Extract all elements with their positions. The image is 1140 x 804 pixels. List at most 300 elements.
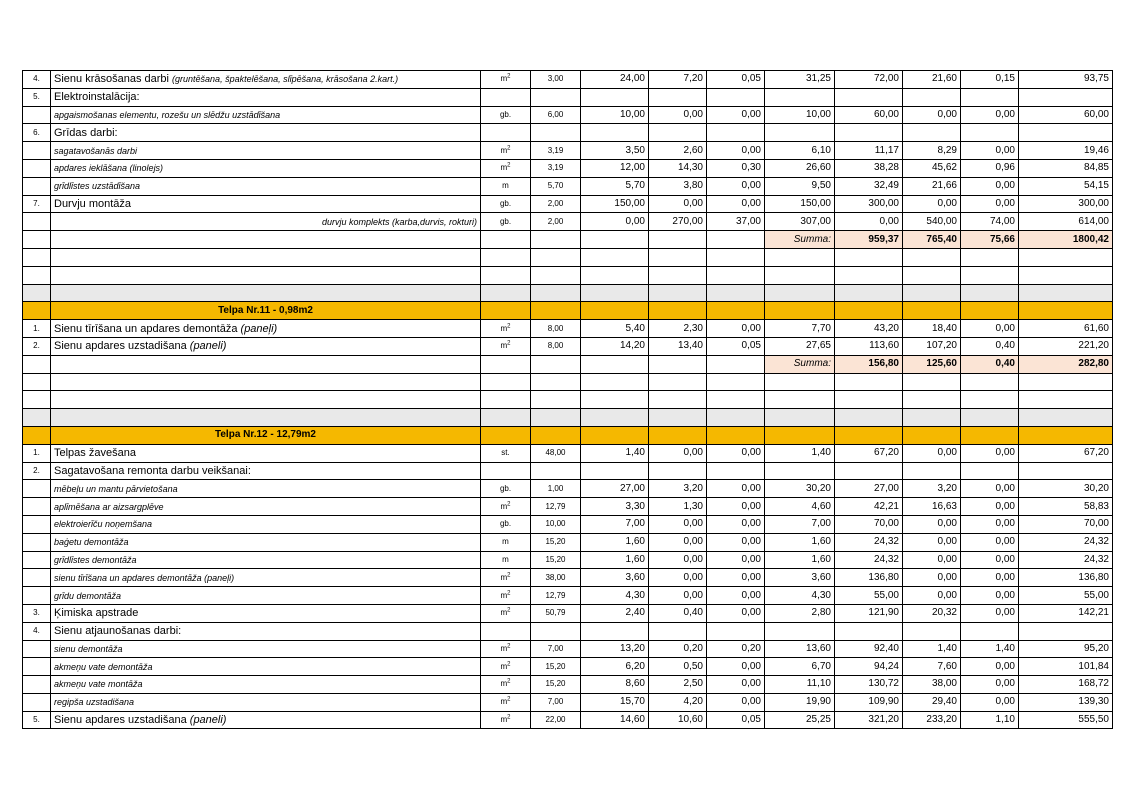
empty-cell xyxy=(481,462,531,480)
row-number: 1. xyxy=(23,444,51,462)
empty-cell xyxy=(581,266,649,284)
work-description: Sienu krāsošanas darbi (gruntēšana, špaktelēšana, slīpēšana, krāsošana 2.kart.) xyxy=(51,71,481,89)
value-cell: 0,00 xyxy=(961,195,1019,213)
empty-cell xyxy=(481,284,531,302)
empty-cell xyxy=(1019,124,1113,142)
value-cell: 38,00 xyxy=(903,676,961,694)
empty-cell xyxy=(903,124,961,142)
table-row xyxy=(23,569,1113,587)
value-cell: 0,40 xyxy=(961,337,1019,355)
value-cell: 168,72 xyxy=(1019,676,1113,694)
value-cell: 54,15 xyxy=(1019,177,1113,195)
section-title: Elektroinstalācija: xyxy=(51,88,481,106)
quantity: 48,00 xyxy=(531,444,581,462)
value-cell: 1,60 xyxy=(765,551,835,569)
empty-cell xyxy=(835,248,903,266)
empty-cell xyxy=(531,284,581,302)
sum-value: 75,66 xyxy=(961,231,1019,249)
empty-cell xyxy=(481,248,531,266)
value-cell: 3,20 xyxy=(649,480,707,498)
quantity: 2,00 xyxy=(531,213,581,231)
empty-cell xyxy=(531,426,581,444)
empty-cell xyxy=(51,391,481,409)
unit: m xyxy=(481,533,531,551)
table-row xyxy=(23,213,1113,231)
value-cell: 72,00 xyxy=(835,71,903,89)
value-cell: 18,40 xyxy=(903,320,961,338)
empty-cell xyxy=(481,88,531,106)
table-row xyxy=(23,195,1113,213)
empty-cell xyxy=(835,373,903,391)
value-cell: 0,00 xyxy=(707,551,765,569)
row-number: 6. xyxy=(23,124,51,142)
value-cell: 32,49 xyxy=(835,177,903,195)
empty-cell xyxy=(903,409,961,427)
table-row xyxy=(23,409,1113,427)
value-cell: 540,00 xyxy=(903,213,961,231)
value-cell: 136,80 xyxy=(835,569,903,587)
row-number: 2. xyxy=(23,462,51,480)
unit-exponent: 2 xyxy=(507,162,511,169)
value-cell: 1,40 xyxy=(765,444,835,462)
value-cell: 0,00 xyxy=(649,569,707,587)
unit: $m^2$ xyxy=(481,337,531,355)
work-description: regipša uzstadišana xyxy=(51,693,481,711)
empty-cell xyxy=(649,88,707,106)
empty-cell xyxy=(765,426,835,444)
empty-cell xyxy=(581,373,649,391)
empty-cell xyxy=(835,426,903,444)
value-cell: 1,10 xyxy=(961,711,1019,729)
value-cell: 139,30 xyxy=(1019,693,1113,711)
empty-cell xyxy=(1019,409,1113,427)
value-cell: 0,00 xyxy=(707,533,765,551)
row-number xyxy=(23,213,51,231)
empty-cell xyxy=(581,622,649,640)
value-cell: 0,00 xyxy=(707,658,765,676)
empty-cell xyxy=(765,622,835,640)
unit-exponent: 2 xyxy=(507,714,511,721)
value-cell: 0,00 xyxy=(961,587,1019,605)
value-cell: 0,00 xyxy=(835,213,903,231)
empty-cell xyxy=(707,391,765,409)
unit: gb. xyxy=(481,480,531,498)
value-cell: 0,00 xyxy=(649,515,707,533)
empty-cell xyxy=(765,302,835,320)
value-cell: 0,00 xyxy=(649,587,707,605)
quantity: 22,00 xyxy=(531,711,581,729)
value-cell: 19,90 xyxy=(765,693,835,711)
table-row xyxy=(23,444,1113,462)
value-cell: 0,00 xyxy=(707,195,765,213)
value-cell: 0,00 xyxy=(961,658,1019,676)
empty-cell xyxy=(903,266,961,284)
empty-cell xyxy=(581,409,649,427)
empty-cell xyxy=(649,426,707,444)
empty-cell xyxy=(1019,622,1113,640)
empty-cell xyxy=(707,622,765,640)
value-cell: 0,00 xyxy=(707,604,765,622)
empty-cell xyxy=(961,248,1019,266)
quantity: 15,20 xyxy=(531,658,581,676)
empty-cell xyxy=(903,622,961,640)
empty-cell xyxy=(23,373,51,391)
table-row xyxy=(23,266,1113,284)
table-row xyxy=(23,622,1113,640)
value-cell: 0,00 xyxy=(961,676,1019,694)
row-number xyxy=(23,587,51,605)
value-cell: 30,20 xyxy=(1019,480,1113,498)
value-cell: 13,20 xyxy=(581,640,649,658)
empty-cell xyxy=(51,248,481,266)
value-cell: 0,00 xyxy=(961,142,1019,160)
empty-cell xyxy=(581,124,649,142)
value-cell: 7,00 xyxy=(765,515,835,533)
empty-cell xyxy=(581,391,649,409)
value-cell: 1,40 xyxy=(903,640,961,658)
unit-exponent: 2 xyxy=(507,572,511,579)
value-cell: 0,20 xyxy=(649,640,707,658)
unit: $m^2$ xyxy=(481,569,531,587)
value-cell: 42,21 xyxy=(835,498,903,516)
empty-cell xyxy=(765,462,835,480)
empty-cell xyxy=(903,391,961,409)
unit: $m^2$ xyxy=(481,658,531,676)
unit: gb. xyxy=(481,106,531,124)
work-description: sienu demontāža xyxy=(51,640,481,658)
quantity: 50,79 xyxy=(531,604,581,622)
value-cell: 7,20 xyxy=(649,71,707,89)
value-cell: 3,60 xyxy=(581,569,649,587)
value-cell: 26,60 xyxy=(765,159,835,177)
value-cell: 0,00 xyxy=(903,551,961,569)
row-number xyxy=(23,142,51,160)
empty-cell xyxy=(835,409,903,427)
empty-cell xyxy=(649,266,707,284)
empty-cell xyxy=(903,248,961,266)
value-cell: 2,80 xyxy=(765,604,835,622)
empty-cell xyxy=(961,462,1019,480)
work-description-note: (paneli) xyxy=(189,340,227,353)
value-cell: 14,60 xyxy=(581,711,649,729)
empty-cell xyxy=(707,462,765,480)
value-cell: 55,00 xyxy=(835,587,903,605)
value-cell: 61,60 xyxy=(1019,320,1113,338)
unit: gb. xyxy=(481,213,531,231)
value-cell: 307,00 xyxy=(765,213,835,231)
value-cell: 9,50 xyxy=(765,177,835,195)
empty-cell xyxy=(903,373,961,391)
row-number xyxy=(23,551,51,569)
unit: $m^2$ xyxy=(481,587,531,605)
empty-cell xyxy=(481,391,531,409)
value-cell: 0,00 xyxy=(961,498,1019,516)
empty-cell xyxy=(531,622,581,640)
value-cell: 0,00 xyxy=(903,444,961,462)
value-cell: 0,05 xyxy=(707,711,765,729)
empty-cell xyxy=(835,88,903,106)
sum-label: Summa: xyxy=(765,355,835,373)
empty-cell xyxy=(23,284,51,302)
unit: gb. xyxy=(481,195,531,213)
unit: m xyxy=(481,177,531,195)
unit-exponent: 2 xyxy=(507,589,511,596)
work-description: grīdu demontāža xyxy=(51,587,481,605)
value-cell: 136,80 xyxy=(1019,569,1113,587)
table-row xyxy=(23,711,1113,729)
quantity: 1,00 xyxy=(531,480,581,498)
empty-cell xyxy=(531,409,581,427)
unit-exponent: 2 xyxy=(507,696,511,703)
work-description: aplīmēšana ar aizsargplēve xyxy=(51,498,481,516)
value-cell: 4,30 xyxy=(581,587,649,605)
value-cell: 0,00 xyxy=(707,569,765,587)
value-cell: 0,00 xyxy=(707,693,765,711)
value-cell: 38,28 xyxy=(835,159,903,177)
empty-cell xyxy=(765,409,835,427)
empty-cell xyxy=(481,231,531,249)
empty-cell xyxy=(961,373,1019,391)
row-number xyxy=(23,106,51,124)
work-description: grīdlīstes uzstādīšana xyxy=(51,177,481,195)
value-cell: 24,00 xyxy=(581,71,649,89)
empty-cell xyxy=(835,284,903,302)
quantity: 3,19 xyxy=(531,142,581,160)
empty-cell xyxy=(1019,391,1113,409)
value-cell: 24,32 xyxy=(1019,551,1113,569)
table-row xyxy=(23,231,1113,249)
empty-cell xyxy=(765,391,835,409)
value-cell: 300,00 xyxy=(835,195,903,213)
section-title: Sagatavošana remonta darbu veikšanai: xyxy=(51,462,481,480)
table-row xyxy=(23,587,1113,605)
value-cell: 0,00 xyxy=(903,106,961,124)
quantity: 8,00 xyxy=(531,320,581,338)
value-cell: 0,05 xyxy=(707,71,765,89)
empty-cell xyxy=(481,622,531,640)
value-cell: 21,66 xyxy=(903,177,961,195)
empty-cell xyxy=(649,462,707,480)
empty-cell xyxy=(581,462,649,480)
value-cell: 60,00 xyxy=(1019,106,1113,124)
quantity: 3,00 xyxy=(531,71,581,89)
empty-cell xyxy=(765,373,835,391)
value-cell: 29,40 xyxy=(903,693,961,711)
empty-cell xyxy=(903,284,961,302)
value-cell: 0,00 xyxy=(707,676,765,694)
quantity: 38,00 xyxy=(531,569,581,587)
empty-cell xyxy=(1019,462,1113,480)
value-cell: 24,32 xyxy=(835,533,903,551)
value-cell: 60,00 xyxy=(835,106,903,124)
work-description: akmeņu vate demontāža xyxy=(51,658,481,676)
empty-cell xyxy=(1019,426,1113,444)
value-cell: 12,00 xyxy=(581,159,649,177)
value-cell: 0,00 xyxy=(707,106,765,124)
room-title: Telpa Nr.12 - 12,79m2 xyxy=(51,426,481,444)
quantity: 10,00 xyxy=(531,515,581,533)
value-cell: 67,20 xyxy=(1019,444,1113,462)
empty-cell xyxy=(961,302,1019,320)
table-row xyxy=(23,320,1113,338)
unit: $m^2$ xyxy=(481,142,531,160)
value-cell: 5,70 xyxy=(581,177,649,195)
empty-cell xyxy=(707,248,765,266)
value-cell: 1,60 xyxy=(765,533,835,551)
value-cell: 0,00 xyxy=(707,480,765,498)
quantity: 2,00 xyxy=(531,195,581,213)
value-cell: 0,00 xyxy=(961,693,1019,711)
value-cell: 0,00 xyxy=(649,444,707,462)
value-cell: 31,25 xyxy=(765,71,835,89)
empty-cell xyxy=(835,302,903,320)
empty-cell xyxy=(961,409,1019,427)
empty-cell xyxy=(707,409,765,427)
quantity: 15,20 xyxy=(531,533,581,551)
value-cell: 15,70 xyxy=(581,693,649,711)
work-description: Sienu apdares uzstadišana (paneli) xyxy=(51,711,481,729)
empty-cell xyxy=(707,373,765,391)
work-description-note: (gruntēšana, špaktelēšana, slīpēšana, krāsošana 2.kart.) xyxy=(172,74,399,85)
value-cell: 95,20 xyxy=(1019,640,1113,658)
empty-cell xyxy=(51,266,481,284)
empty-cell xyxy=(903,88,961,106)
value-cell: 14,30 xyxy=(649,159,707,177)
empty-cell xyxy=(1019,284,1113,302)
unit: $m^2$ xyxy=(481,676,531,694)
value-cell: 0,00 xyxy=(649,551,707,569)
value-cell: 0,00 xyxy=(707,320,765,338)
empty-cell xyxy=(707,88,765,106)
value-cell: 1,40 xyxy=(961,640,1019,658)
value-cell: 43,20 xyxy=(835,320,903,338)
table-row xyxy=(23,426,1113,444)
empty-cell xyxy=(23,248,51,266)
value-cell: 555,50 xyxy=(1019,711,1113,729)
table-row xyxy=(23,515,1113,533)
value-cell: 0,00 xyxy=(649,533,707,551)
unit: m xyxy=(481,551,531,569)
table-row xyxy=(23,373,1113,391)
value-cell: 0,00 xyxy=(707,177,765,195)
empty-cell xyxy=(531,231,581,249)
empty-cell xyxy=(649,409,707,427)
quantity: 6,00 xyxy=(531,106,581,124)
value-cell: 93,75 xyxy=(1019,71,1113,89)
empty-cell xyxy=(481,302,531,320)
empty-cell xyxy=(707,266,765,284)
value-cell: 3,80 xyxy=(649,177,707,195)
value-cell: 270,00 xyxy=(649,213,707,231)
empty-cell xyxy=(51,409,481,427)
value-cell: 3,20 xyxy=(903,480,961,498)
empty-cell xyxy=(649,355,707,373)
value-cell: 24,32 xyxy=(1019,533,1113,551)
empty-cell xyxy=(961,622,1019,640)
value-cell: 150,00 xyxy=(581,195,649,213)
work-description: Durvju montāža xyxy=(51,195,481,213)
table-row xyxy=(23,551,1113,569)
quantity: 12,79 xyxy=(531,587,581,605)
empty-cell xyxy=(481,266,531,284)
value-cell: 614,00 xyxy=(1019,213,1113,231)
value-cell: 300,00 xyxy=(1019,195,1113,213)
value-cell: 3,30 xyxy=(581,498,649,516)
value-cell: 3,60 xyxy=(765,569,835,587)
value-cell: 27,00 xyxy=(581,480,649,498)
value-cell: 0,00 xyxy=(961,515,1019,533)
work-description: akmeņu vate montāža xyxy=(51,676,481,694)
row-number xyxy=(23,159,51,177)
value-cell: 0,00 xyxy=(707,515,765,533)
table-row xyxy=(23,284,1113,302)
value-cell: 13,40 xyxy=(649,337,707,355)
value-cell: 0,00 xyxy=(649,195,707,213)
quantity: 3,19 xyxy=(531,159,581,177)
value-cell: 0,00 xyxy=(961,569,1019,587)
unit: $m^2$ xyxy=(481,711,531,729)
table-row xyxy=(23,604,1113,622)
quantity: 15,20 xyxy=(531,676,581,694)
table-row xyxy=(23,693,1113,711)
value-cell: 0,00 xyxy=(581,213,649,231)
unit: $m^2$ xyxy=(481,71,531,89)
empty-cell xyxy=(835,124,903,142)
empty-cell xyxy=(23,355,51,373)
value-cell: 10,00 xyxy=(581,106,649,124)
empty-cell xyxy=(481,124,531,142)
value-cell: 20,32 xyxy=(903,604,961,622)
row-number: 2. xyxy=(23,337,51,355)
table-row xyxy=(23,498,1113,516)
empty-cell xyxy=(961,284,1019,302)
unit: $m^2$ xyxy=(481,640,531,658)
value-cell: 0,00 xyxy=(961,604,1019,622)
value-cell: 0,00 xyxy=(707,587,765,605)
value-cell: 7,70 xyxy=(765,320,835,338)
unit-exponent: 2 xyxy=(507,340,511,347)
value-cell: 10,00 xyxy=(765,106,835,124)
work-description: mēbeļu un mantu pārvietošana xyxy=(51,480,481,498)
table-row xyxy=(23,124,1113,142)
value-cell: 3,50 xyxy=(581,142,649,160)
value-cell: 30,20 xyxy=(765,480,835,498)
value-cell: 0,00 xyxy=(961,177,1019,195)
empty-cell xyxy=(51,373,481,391)
value-cell: 109,90 xyxy=(835,693,903,711)
unit-exponent: 2 xyxy=(507,661,511,668)
value-cell: 0,20 xyxy=(707,640,765,658)
quantity: 15,20 xyxy=(531,551,581,569)
work-description: sagatavošanās darbi xyxy=(51,142,481,160)
empty-cell xyxy=(903,302,961,320)
sum-value: 765,40 xyxy=(903,231,961,249)
section-title: Grīdas darbi: xyxy=(51,124,481,142)
row-number: 4. xyxy=(23,622,51,640)
value-cell: 10,60 xyxy=(649,711,707,729)
empty-cell xyxy=(961,426,1019,444)
row-number: 3. xyxy=(23,604,51,622)
table-row xyxy=(23,640,1113,658)
empty-cell xyxy=(961,391,1019,409)
table-row xyxy=(23,88,1113,106)
empty-cell xyxy=(961,266,1019,284)
empty-cell xyxy=(581,302,649,320)
work-description: durvju komplekts (karba,durvis, rokturi) xyxy=(51,213,481,231)
value-cell: 0,00 xyxy=(903,195,961,213)
empty-cell xyxy=(961,88,1019,106)
value-cell: 0,00 xyxy=(707,444,765,462)
